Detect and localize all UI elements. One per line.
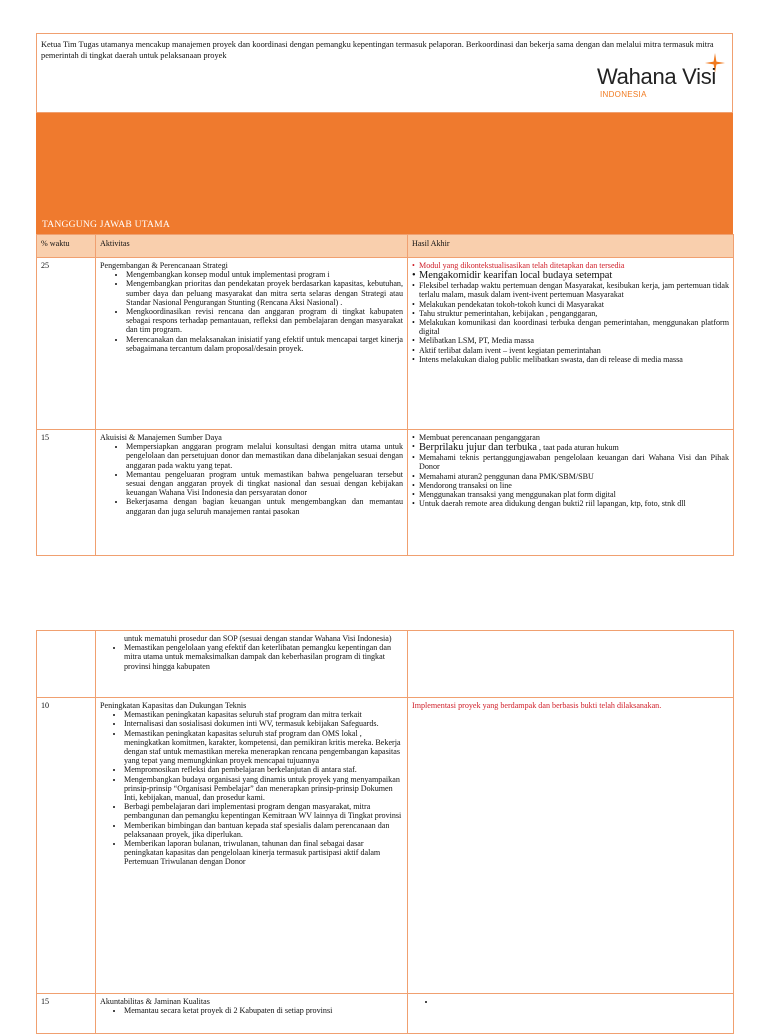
list-item: • Memantau secara ketat proyek di 2 Kabupaten di setiap provinsi [124, 1006, 403, 1015]
section-title: TANGGUNG JAWAB UTAMA [42, 219, 171, 230]
activity-list [100, 1006, 403, 1015]
section-banner [36, 113, 733, 234]
list-item: • Memberikan laporan bulanan, triwulanan, tahunan dan final sebagai dasar peningkatan kapasitas dan pengelolaan kinerja termasuk partisipasi aktif dalam Pertemuan Triwulanan dengan Donor [124, 839, 403, 867]
result-list [412, 997, 729, 1006]
list-item: • Mengembangkan prioritas dan pendekatan proyek berdasarkan kapasitas, kebutuhan, sumber daya dan peluang masyarakat dan mitra serta selaras dengan Strategi atau Standar Nasional Pengurangan Stunting (Rencana Aksi Nasional) . [126, 279, 403, 307]
table-header-row [37, 235, 734, 258]
responsibilities-table [36, 234, 734, 556]
list-item: • Fleksibel terhadap waktu pertemuan dengan Masyarakat, kesibukan kerja, jam pertemuan tidak terlalu malam, masuk dalam ivent-ivent pertemuan Masyarakat [419, 281, 729, 299]
activity-cell [96, 994, 408, 1034]
activity-title: Peningkatan Kapasitas dan Dukungan Teknis [100, 701, 247, 710]
activity-cell [96, 698, 408, 994]
activity-list [100, 634, 403, 643]
result-cell-empty [408, 631, 734, 698]
list-item: • Memastikan peningkatan kapasitas seluruh staf program dan mitra terkait [124, 710, 403, 719]
table-row [37, 631, 734, 698]
header-intro-text: Ketua Tim Tugas utamanya mencakup manajemen proyek dan koordinasi dengan pemangku kepentingan termasuk pelaporan. Berkoordinasi dan bekerja sama dengan dan melalui mitra termasuk mitra pemerintah di tingkat daerah untuk pelaksanaan proyek [41, 40, 714, 60]
result-cell [408, 430, 734, 556]
list-item: • Memahami aturan2 penggunan dana PMK/SBM/SBU [419, 472, 729, 481]
table-row [37, 430, 734, 556]
list-item: • Berbagi pembelajaran dari implementasi program dengan masyarakat, mitra pembangunan dan pemangku kepentingan Kemitraan WV lainnya di Tingkat provinsi [124, 802, 403, 820]
list-item: untuk mematuhi prosedur dan SOP (sesuai dengan standar Wahana Visi Indonesia) [124, 634, 392, 643]
document-header [36, 33, 733, 113]
activity-title: Pengembangan & Perencanaan Strategi [100, 261, 228, 270]
column-header-time: % waktu [37, 235, 96, 258]
result-cell [408, 258, 734, 430]
list-item: • Mengembangkan budaya organisasi yang dinamis untuk proyek yang menyampaikan prinsip-prinsip “Organisasi Pembelajar” dan menerapkan prinsip-prinsip Dokumen Inti, kebijakan, manual, dan prosedur kami. [124, 775, 403, 803]
result-cell [408, 698, 734, 994]
column-header-activity: Aktivitas [96, 235, 408, 258]
activity-title: Akuisisi & Manajemen Sumber Daya [100, 433, 222, 442]
activity-list [100, 643, 403, 671]
list-item: • Mempromosikan refleksi dan pembelajaran berkelanjutan di antara staf. [124, 765, 403, 774]
activity-title: Akuntabilitas & Jaminan Kualitas [100, 997, 210, 1006]
table-row [37, 698, 734, 994]
list-item: • Untuk daerah remote area didukung dengan bukti2 riil lapangan, ktp, foto, stnk dll [419, 499, 729, 508]
activity-cell [96, 430, 408, 556]
list-item: • Memastikan pengelolaan yang efektif dan keterlibatan pemangku kepentingan dan mitra utama untuk memaksimalkan dampak dan keberhasilan program di tingkat provinsi hingga kabupaten [124, 643, 403, 671]
list-item: • Melakukan komunikasi dan koordinasi terbuka dengan pemerintahan, menggunakan platform digital [419, 318, 729, 336]
list-item: • Mempersiapkan anggaran program melalui konsultasi dengan mitra utama untuk pengelolaan dan persetujuan donor dan memastikan dana dibelanjakan sesuai dengan anggaran pada waktu yang tepat. [126, 442, 403, 470]
list-item: • Memberikan bimbingan dan bantuan kepada staf spesialis dalam perencanaan dan pelaksanaan proyek, jika diperlukan. [124, 821, 403, 839]
activity-list [100, 442, 403, 516]
list-item: • Merencanakan dan melaksanakan inisiatif yang efektif untuk mencapai target kinerja sebagaimana tercantum dalam proposal/desain proyek. [126, 335, 403, 353]
list-item: • Membuat perencanaan penganggaran [419, 433, 729, 442]
list-item: • Tahu struktur pemerintahan, kebijakan , penganggaran, [419, 309, 729, 318]
time-percent: 10 [37, 698, 96, 994]
list-item: • Bekerjasama dengan bagian keuangan untuk mengembangkan dan memantau anggaran dan juga seluruh manajemen rantai pasokan [126, 497, 403, 515]
empty-bullet [436, 997, 729, 1006]
list-item: • Menggunakan transaksi yang menggunakan plat form digital [419, 490, 729, 499]
list-item: • Internalisasi dan sosialisasi dokumen inti WV, termasuk kebijakan Safeguards. [124, 719, 403, 728]
responsibilities-table-continued [36, 630, 734, 1034]
result-list [412, 433, 729, 508]
time-percent-empty [37, 631, 96, 698]
logo-subtitle: INDONESIA [600, 90, 647, 99]
table-row [37, 258, 734, 430]
list-item: • Memahami teknis pertanggungjawaban pengelolaan keuangan dari Wahana Visi dan Pihak Donor [419, 453, 729, 471]
wahana-visi-logo [586, 56, 716, 112]
list-item: • Memantau pengeluaran program untuk memastikan bahwa pengeluaran tersebut sesuai dengan anggaran proyek di tingkat nasional dan sesuai dengan kebijakan keuangan Wahana Visi Indonesia dan persyaratan donor [126, 470, 403, 498]
list-item: • Mengkoordinasikan revisi rencana dan anggaran program di tingkat kabupaten sebagai respons terhadap pemantauan, refleksi dan pembelajaran dengan masyarakat dan tim program. [126, 307, 403, 335]
list-item: • Memastikan peningkatan kapasitas seluruh staf program dan OMS lokal , meningkatkan komitmen, karakter, kompetensi, dan pemikiran kritis mereka. Bekerja dengan staf untuk memastikan mereka menerapkan rencana pengembangan kapasitas yang tepat yang memungkinkan proyek mencapai tujuannya [124, 729, 403, 766]
list-item: • Aktif terlibat dalam ivent – ivent kegiatan pemerintahan [419, 346, 729, 355]
table-row [37, 994, 734, 1034]
time-percent: 15 [37, 430, 96, 556]
result-suffix: , taat pada aturan hukum [539, 443, 619, 453]
logo-wordmark: Wahana Visi [597, 64, 716, 89]
result-cell [408, 994, 734, 1034]
activity-cell [96, 258, 408, 430]
result-text: Implementasi proyek yang berdampak dan berbasis bukti telah dilaksanakan. [412, 701, 662, 710]
list-item: • Intens melakukan dialog public melibatkan swasta, dan di release di media massa [419, 355, 729, 364]
list-item [419, 442, 729, 453]
time-percent: 15 [37, 994, 96, 1034]
activity-list [100, 710, 403, 866]
list-item: • Mengakomidir kearifan local budaya setempat [419, 270, 729, 281]
list-item: • Mendorong transaksi on line [419, 481, 729, 490]
list-item: • Melibatkan LSM, PT, Media massa [419, 336, 729, 345]
list-item: • Melakukan pendekatan tokoh-tokoh kunci di Masyarakat [419, 300, 729, 309]
result-list [412, 261, 729, 364]
column-header-result: Hasil Akhir [408, 235, 734, 258]
list-item: • Modul yang dikontekstualisasikan telah ditetapkan dan tersedia [419, 261, 729, 270]
list-item: • Mengembangkan konsep modul untuk implementasi program i [126, 270, 403, 279]
result-emphasis: Berprilaku jujur dan terbuka [419, 442, 538, 454]
activity-cell [96, 631, 408, 698]
activity-list [100, 270, 403, 353]
time-percent: 25 [37, 258, 96, 430]
